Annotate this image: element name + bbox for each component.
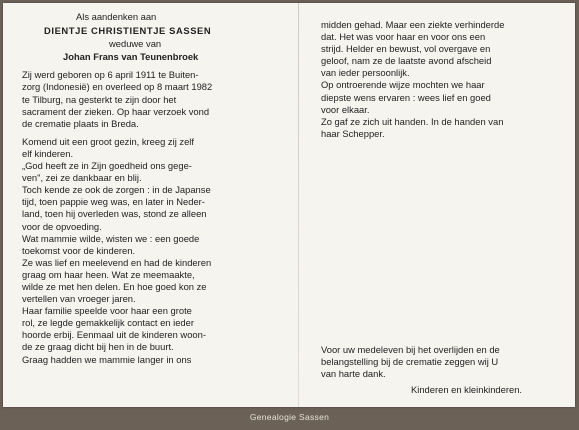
paragraph: [22, 136, 290, 160]
card-fold: [298, 3, 299, 407]
left-body-text: [22, 69, 290, 365]
text-line: diepste wens ervaren : wees lief en goed: [321, 91, 491, 103]
text-line: vertellen van vroeger jaren.: [22, 293, 136, 305]
right-page: [321, 3, 557, 396]
paragraph: [321, 79, 557, 115]
text-line: de ze graag dicht bij hen in de buurt.: [22, 341, 174, 353]
text-line: Zij werd geboren op 6 april 1911 te Buiten-: [22, 69, 199, 81]
text-line: graag om haar heen. Wat ze meemaakte,: [22, 268, 195, 280]
text-line: Ze was lief en meelevend en had de kinderen: [22, 256, 212, 268]
text-line: Voor uw medeleven bij het overlijden en de: [321, 344, 500, 355]
paragraph: [22, 257, 290, 305]
right-body-text: [321, 19, 557, 140]
paragraph: [321, 116, 557, 140]
text-line: elf kinderen.: [22, 147, 74, 159]
memorial-card: [3, 3, 575, 407]
thanks-block: [321, 344, 557, 396]
thanks-paragraph: [321, 344, 557, 380]
paragraph: [22, 233, 290, 257]
text-line: Komend uit een groot gezin, kreeg zij zelf: [22, 135, 194, 147]
widow-of-line: weduwe van: [109, 38, 162, 50]
husband-name: Johan Frans van Teunenbroek: [63, 51, 199, 63]
paragraph: [22, 184, 290, 232]
text-line: van harte dank.: [321, 368, 386, 380]
text-line: Toch kende ze ook de zorgen : in de Japanse: [22, 184, 211, 196]
intro-line: Als aandenken aan: [76, 11, 157, 22]
text-line: „God heeft ze in Zijn goedheid ons gege-: [22, 160, 192, 172]
text-line: strijd. Helder en bewust, vol overgave en: [321, 43, 491, 55]
text-line: zorg (Indonesië) en overleed op 8 maart 1982: [22, 81, 213, 93]
text-line: ven", zei ze dankbaar en blij.: [22, 172, 142, 184]
text-line: Zo gaf ze zich uit handen. In de handen van: [321, 115, 504, 127]
text-line: midden gehad. Maar een ziekte verhinderde: [321, 19, 505, 30]
text-line: hoorde erbij. Eenmaal uit de kinderen woon-: [22, 329, 206, 341]
text-line: Haar familie speelde voor haar een grote: [22, 305, 192, 317]
paragraph: [22, 69, 290, 129]
text-line: Graag hadden we mammie langer in ons: [22, 353, 192, 365]
footer-watermark: Genealogie Sassen: [249, 412, 330, 422]
text-line: wilde ze met hen delen. En hoe goed kon ze: [22, 280, 207, 292]
text-line: voor de opvoeding.: [22, 220, 102, 232]
deceased-name: DIENTJE CHRISTIENTJE SASSEN: [44, 25, 212, 37]
text-line: rol, ze legde gemakkelijk contact en ieder: [22, 317, 194, 329]
text-line: te Tilburg, na gesterkt te zijn door het: [22, 93, 177, 105]
text-line: land, toen hij overleden was, stond ze alleen: [22, 208, 207, 220]
paragraph: [321, 19, 557, 79]
text-line: van ieder persoonlijk.: [321, 67, 410, 79]
text-line: dat. Het was voor haar en voor ons een: [321, 31, 486, 43]
text-line: geloof, nam ze de laatste avond afscheid: [321, 55, 492, 67]
text-line: Op ontroerende wijze mochten we haar: [321, 79, 485, 91]
text-line: tijd, toen pappie weg was, en later in Neder-: [22, 196, 205, 208]
text-line: haar Schepper.: [321, 127, 385, 139]
text-line: de crematie plaats in Breda.: [22, 117, 139, 129]
left-page: [22, 3, 290, 366]
text-line: sacrament der zieken. Op haar verzoek vond: [22, 105, 210, 117]
text-line: belangstelling bij de crematie zeggen wij U: [321, 356, 499, 368]
text-line: toekomst voor de kinderen.: [22, 244, 136, 256]
paragraph: [22, 305, 290, 365]
signature: Kinderen en kleinkinderen.: [411, 384, 523, 396]
paragraph: [22, 160, 290, 184]
text-line: voor elkaar.: [321, 103, 370, 115]
text-line: Wat mammie wilde, wisten we : een goede: [22, 232, 200, 244]
